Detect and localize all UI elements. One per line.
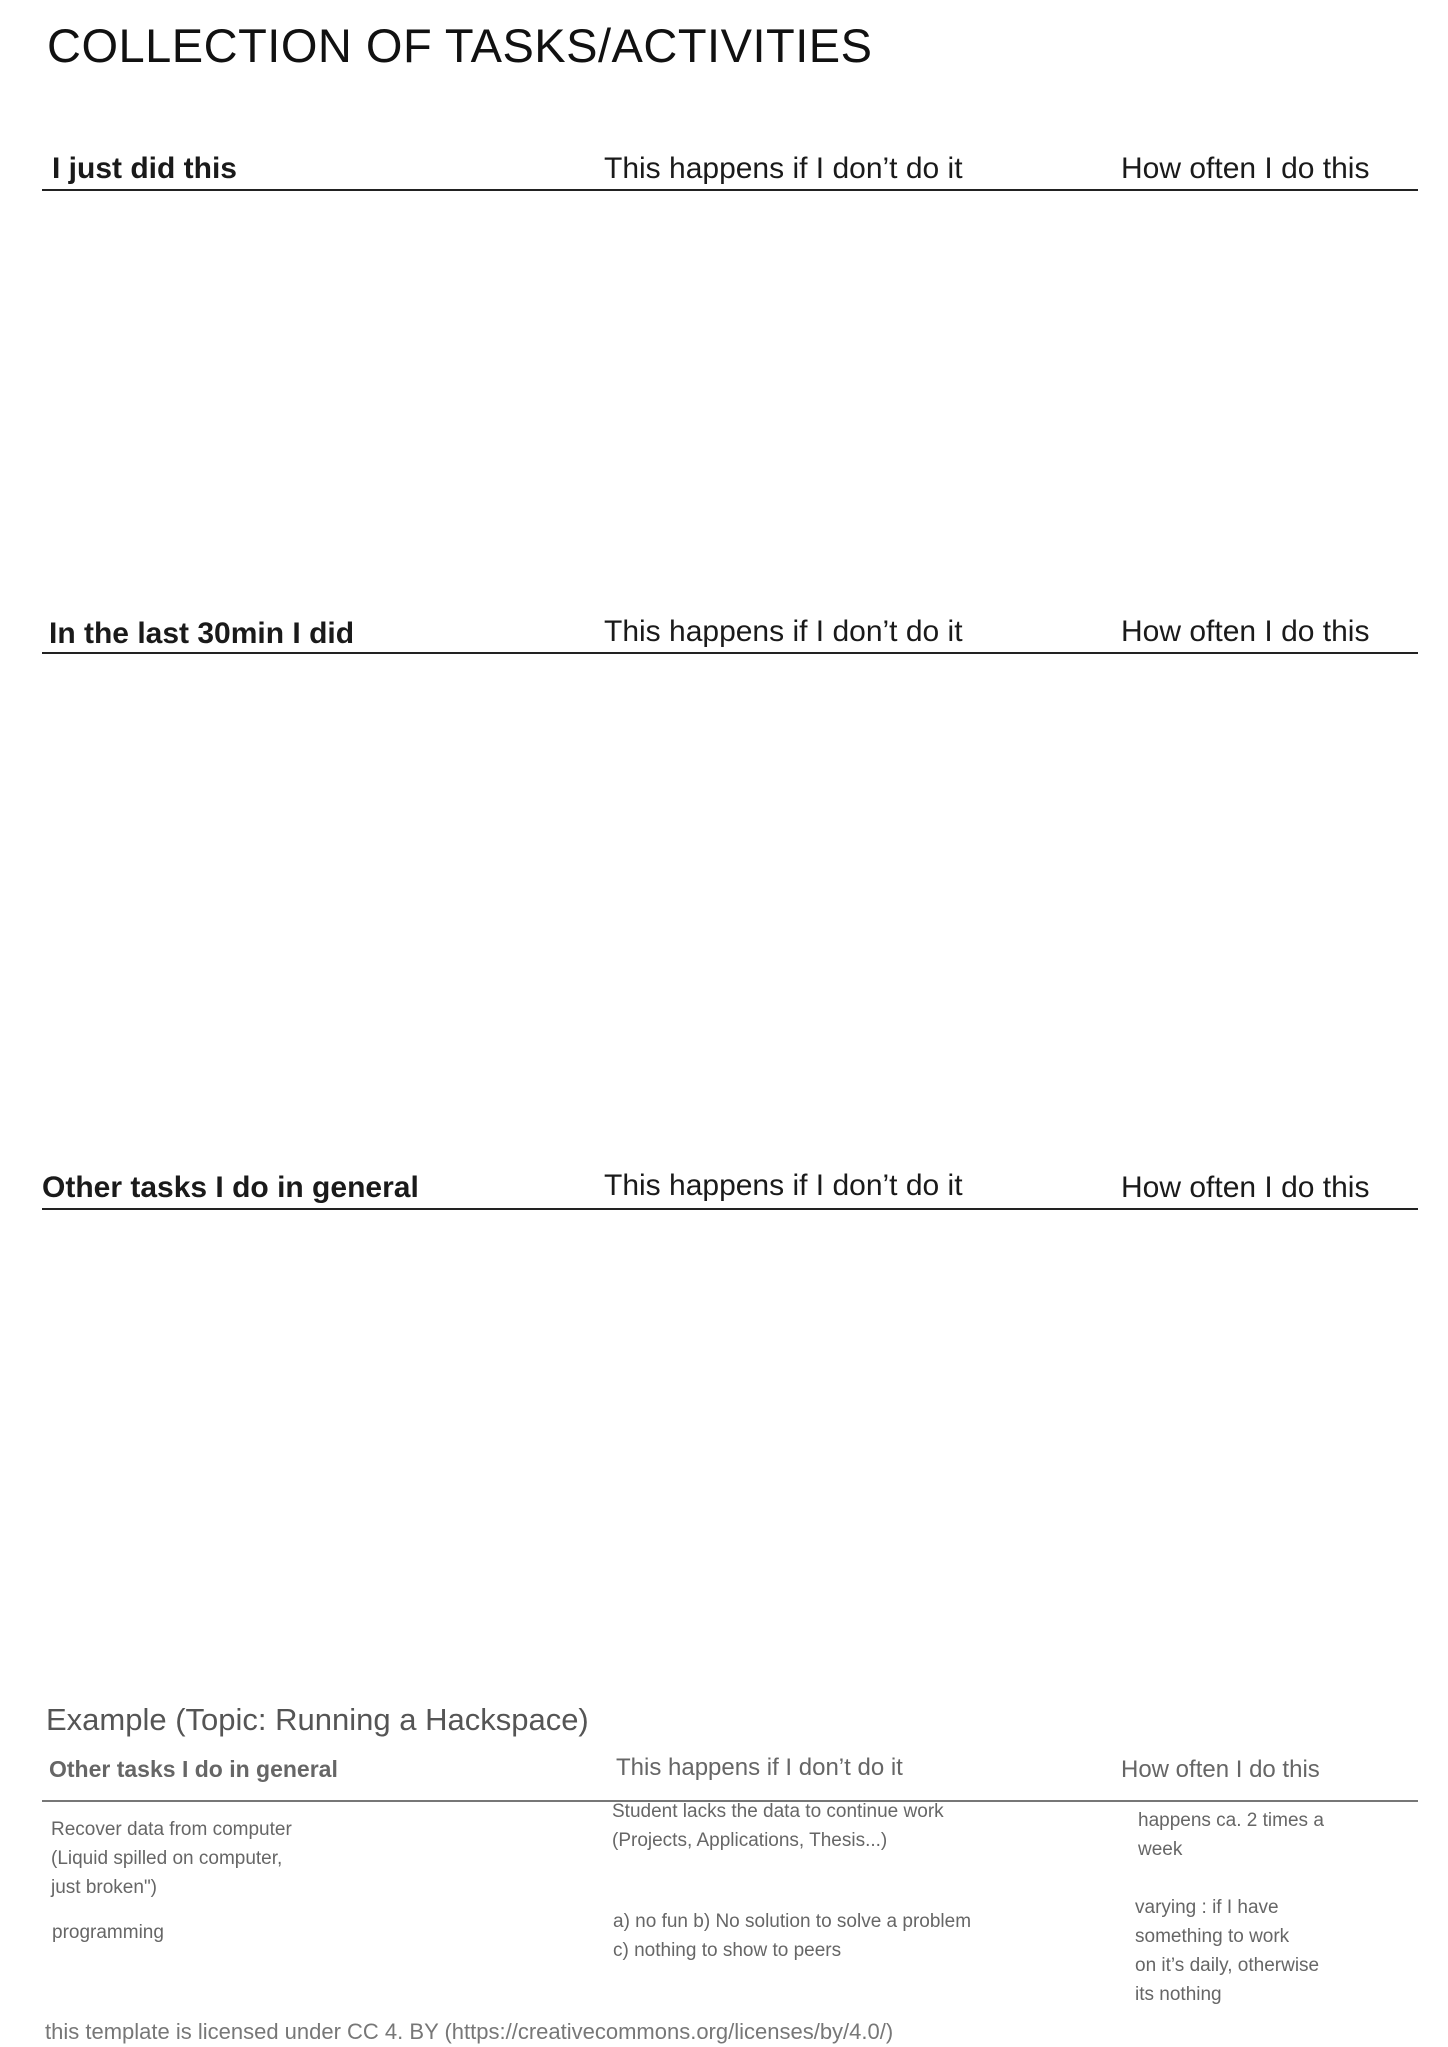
example-row-2-consequence (613, 1907, 971, 1965)
section-3-col2-heading: This happens if I don’t do it (604, 1169, 963, 1202)
example-row-1-consequence-line: Student lacks the data to continue work (612, 1801, 944, 1822)
example-row-1-task-line: Recover data from computer (51, 1819, 292, 1840)
example-row-2-task (52, 1918, 164, 1947)
section-1-col2-heading: This happens if I don’t do it (604, 152, 963, 185)
section-3-col3-heading: How often I do this (1121, 1171, 1370, 1204)
license-notice: this template is licensed under CC 4. BY (https://creativecommons.org/licenses/by/4.0/) (45, 2019, 894, 2044)
example-col2-heading: This happens if I don’t do it (616, 1754, 903, 1781)
page-title: COLLECTION OF TASKS/ACTIVITIES (47, 19, 873, 72)
example-row-1-frequency (1138, 1806, 1324, 1864)
example-row-2-consequence-line: a) no fun b) No solution to solve a problem (613, 1911, 972, 1932)
section-3-col1-heading: Other tasks I do in general (42, 1171, 419, 1204)
example-row-1-consequence (612, 1797, 944, 1855)
example-row-2-frequency-line: something to work (1135, 1926, 1290, 1947)
example-row-1-task (51, 1815, 292, 1902)
section-2-col2-heading: This happens if I don’t do it (604, 615, 963, 648)
example-row-1-task-line: (Liquid spilled on computer, (51, 1848, 283, 1869)
example-row-2-task-line: programming (52, 1922, 164, 1943)
example-row-1-consequence-line: (Projects, Applications, Thesis...) (612, 1830, 888, 1851)
section-2-col3-heading: How often I do this (1121, 615, 1370, 648)
section-2-divider (42, 652, 1418, 654)
section-3-divider (42, 1208, 1418, 1210)
example-row-2-consequence-line: c) nothing to show to peers (613, 1940, 842, 1961)
example-row-2-frequency (1135, 1893, 1319, 2009)
example-row-1-frequency-line: week (1138, 1839, 1183, 1860)
example-row-1-frequency-line: happens ca. 2 times a (1138, 1810, 1324, 1831)
section-1-col3-heading: How often I do this (1121, 152, 1370, 185)
example-row-1-task-line: just broken") (51, 1877, 158, 1898)
section-1-divider (42, 189, 1418, 191)
section-2-col1-heading: In the last 30min I did (49, 617, 355, 650)
example-row-2-frequency-line: on it’s daily, otherwise (1135, 1955, 1320, 1976)
example-title: Example (Topic: Running a Hackspace) (46, 1702, 589, 1737)
example-row-2-frequency-line: varying : if I have (1135, 1897, 1279, 1918)
example-row-2-frequency-line: its nothing (1135, 1984, 1222, 2005)
example-col1-heading: Other tasks I do in general (49, 1756, 338, 1782)
section-1-col1-heading: I just did this (52, 152, 237, 185)
example-col3-heading: How often I do this (1121, 1756, 1320, 1783)
